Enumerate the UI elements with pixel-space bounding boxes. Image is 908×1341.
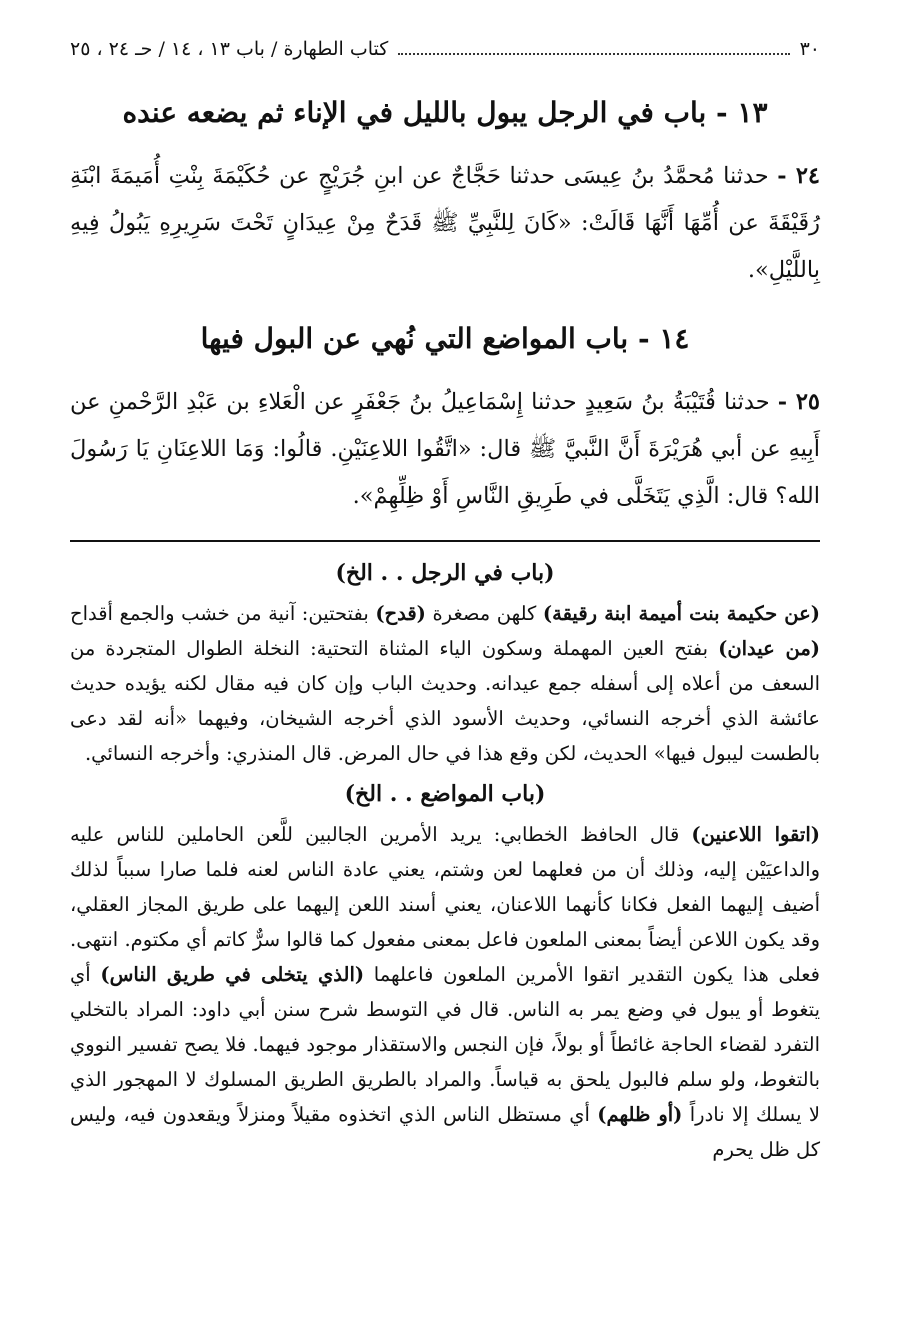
commentary-paragraph-2: (اتقوا اللاعنين) قال الحافظ الخطابي: يريد الأمرين الجالبين للَّعن الحاملين للناس عليه والداعيَيْن إليه، وذلك أن من فعلهما لعن وشتم، يعني عادة الناس لعنه فلما صارا سبباً لذلك أضيف إليهما الفعل فكانا كأنهما اللاعنان، يعني أسند اللعن إليهما على طريق المجاز العقلي، وقد يكون اللاعن أيضاً بمعنى الملعون فاعل بمعنى مفعول كما قالوا سرٌّ كاتم أي مكتوم. انتهى. فعلى هذا يكون التقدير اتقوا الأمرين الملعون فاعلهما (الذي يتخلى في طريق الناس) أي يتغوط أو يبول في وضع يمر به الناس. قال في التوسط شرح سنن أبي داود: المراد بالتخلي التفرد لقضاء الحاجة غائطاً أو بولاً، فإن النجس والاستقذار موجود فيهما. فلا يصح تفسير النووي بالتغوط، ولو سلم فالبول يلحق به قياساً. والمراد بالطريق الطريق المسلوك لا المهجور الذي لا يسلك إلا نادراً (أو ظلهم) أي مستظل الناس الذي اتخذوه مقيلاً ومنزلاً ويقعدون فيه، وليس كل ظل يحرم	[70, 823, 820, 1161]
commentary-heading-1: (باب في الرجل . . الخ)	[335, 560, 555, 586]
commentary-divider	[70, 540, 820, 542]
chapter-title-14: ١٤ - باب المواضع التي نُهي عن البول فيها	[200, 322, 690, 355]
running-title: كتاب الطهارة / باب ١٣ ، ١٤ / حـ ٢٤ ، ٢٥	[70, 38, 389, 60]
hadith-number: ٢٤ -	[777, 163, 821, 189]
chapter-title-13: ١٣ - باب في الرجل يبول بالليل في الإناء ثم يضعه عنده	[122, 96, 768, 129]
hadith-text: حدثنا مُحمَّدُ بنُ عِيسَى حدثنا حَجَّاجٌ عن ابنِ جُرَيْجٍ عن حُكَيْمَةَ بِنْتِ أُمَيمَةَ ابْنَةِ رُقَيْقَةَ عن أُمِّهَا أَنَّهَا قَالَتْ: «كَانَ لِلنَّبِيِّ ﷺ قَدَحٌ مِنْ عِيدَانٍ تَحْتَ سَرِيرِهِ يَبُولُ فِيهِ بِاللَّيْلِ».	[70, 163, 820, 283]
page-number: ٣٠	[799, 38, 820, 60]
commentary-lemma: (قدح)	[375, 602, 426, 625]
hadith-text: حدثنا قُتَيْبَةُ بنُ سَعِيدٍ حدثنا إِسْمَاعِيلُ بنُ جَعْفَرٍ عن الْعَلاءِ بن عَبْدِ الرَّحْمنِ عن أَبِيهِ عن أبي هُرَيْرَةَ أَنَّ النَّبيَّ ﷺ قال: «اتَّقُوا اللاعِنَيْنِ. قالُوا: وَمَا اللاعِنَانِ يَا رَسُولَ الله؟ قال: الَّذِي يَتَخَلَّى في طَرِيقِ النَّاسِ أَوْ ظِلِّهِمْ».	[70, 389, 820, 509]
running-header	[70, 38, 820, 68]
commentary-lemma: (من عيدان)	[718, 637, 820, 660]
commentary-lemma: (أو ظلهم)	[597, 1103, 683, 1126]
commentary-paragraph-1: (عن حكيمة بنت أميمة ابنة رقيقة) كلهن مصغرة (قدح) بفتحتين: آنية من خشب والجمع أقداح (من عيدان) بفتح العين المهملة وسكون الياء المثناة التحتية: النخلة الطوال المتجردة من السعف من أعلاه إلى أسفله جمع عيدانه. وحديث الباب وإن كان فيه مقال لكنه يؤيده حديث عائشة الذي أخرجه النسائي، وحديث الأسود الذي أخرجه الشيخان، وفيهما «أنه لقد دعى بالطست ليبول فيها» الحديث، لكن وقع هذا في حال المرض. قال المنذري: وأخرجه النسائي.	[70, 602, 821, 765]
header-dotted-leader	[398, 53, 789, 55]
commentary-heading-2: (باب المواضع . . الخ)	[344, 781, 546, 807]
hadith-number: ٢٥ -	[777, 389, 821, 415]
commentary-lemma: (الذي يتخلى في طريق الناس)	[100, 963, 365, 986]
commentary-lemma: (عن حكيمة بنت أميمة ابنة رقيقة)	[542, 602, 821, 625]
hadith-25	[70, 379, 820, 520]
commentary-lemma: (اتقوا اللاعنين)	[691, 823, 820, 846]
hadith-24	[70, 153, 820, 294]
